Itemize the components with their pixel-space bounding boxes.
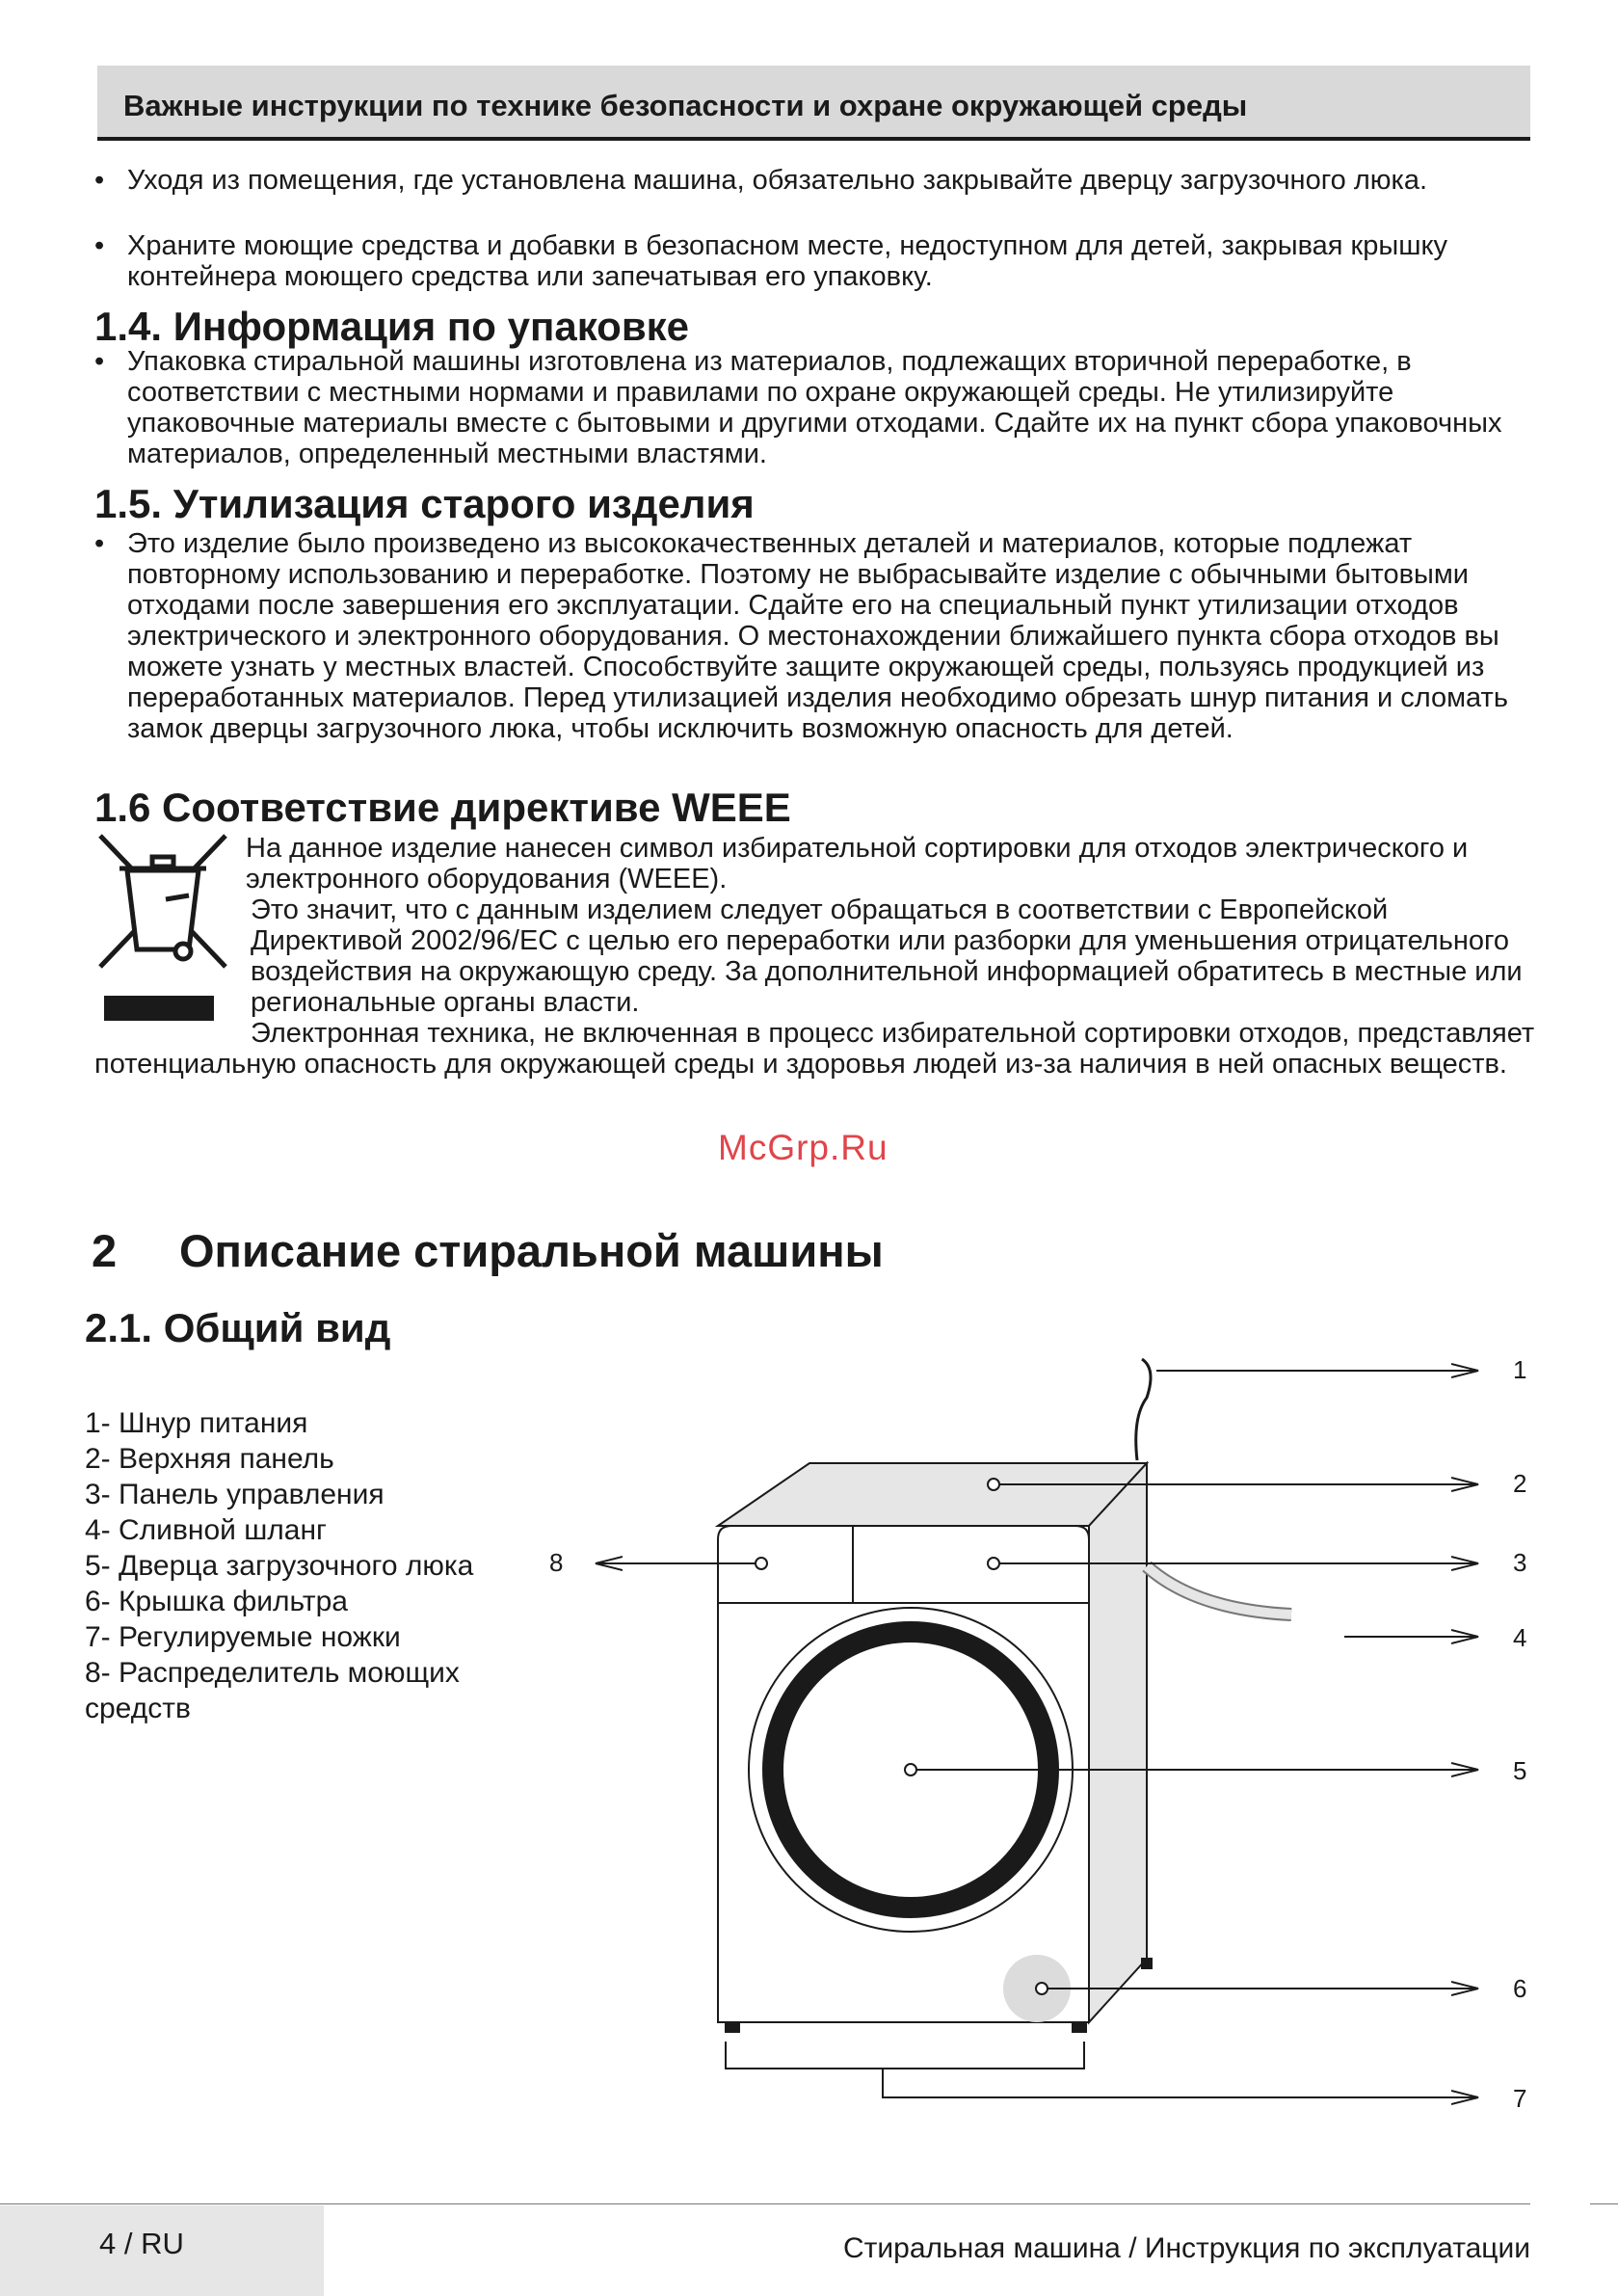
legend-item: 7- Регулируемые ножки [85,1621,401,1653]
legend-item: 6- Крышка фильтра [85,1586,348,1617]
legend-item: 2- Верхняя панель [85,1443,334,1475]
section-number: 2 [92,1225,118,1276]
list-item [94,346,1521,469]
callout-7: 7 [1513,2084,1527,2113]
section-title-1-5: 1.5. Утилизация старого изделия [94,481,755,526]
weee-icon [94,832,231,1025]
footer-divider [0,2203,1530,2204]
section-title-1-6: 1.6 Соответствие директиве WEEE [94,785,791,830]
callout-8: 8 [549,1548,564,1577]
weee-paragraph-1: На данное изделие нанесен символ избирательной сортировки для отходов электрического и электронного оборудования (WEEE). [246,833,1469,894]
footer-document-title: Стиральная машина / Инструкция по эксплуатации [842,2232,1530,2264]
callout-6: 6 [1513,1974,1527,2003]
list-item [94,165,1521,196]
weee-paragraph-2: Это значит, что с данным изделием следует обращаться в соответствии с Европейской Директивой 2002/96/EC с целью его переработки или разборки для уменьшения отрицательного воздействия на окружающую среду. За дополнительной информацией обратитесь в местные или региональные органы власти. [251,894,1523,1018]
callout-3: 3 [1513,1548,1527,1577]
bullet-text: • Упаковка стиральной машины изготовлена из материалов, подлежащих вторичной переработке, в соответствии с местными нормами и правилами по охране окружающей среды. Не утилизируйте упаковочные материалы вместе с бытовыми и другими отходами. Сдайте их на пункт сбора упаковочных материалов, определенный местными властями. [127,346,1502,469]
legend-item: 3- Панель управления [85,1479,385,1510]
header-title: Важные инструкции по технике безопасности и охране окружающей среды [123,89,1248,122]
washing-machine-diagram [520,1335,1580,2116]
header-bar [97,66,1530,141]
list-item [94,528,1542,744]
legend-item: 1- Шнур питания [85,1407,308,1439]
parts-legend [85,1405,473,1726]
watermark: McGrp.Ru [718,1128,889,1167]
section-title-1-4: 1.4. Информация по упаковке [94,304,690,349]
weee-paragraph-3: Электронная техника, не включенная в процесс избирательной сортировки отходов, представляет потенциальную опасность для окружающей среды и здоровья людей из-за наличия в ней опасных веществ. [94,1018,1535,1080]
footer-divider [1590,2203,1618,2204]
list-item [94,230,1521,292]
callout-5: 5 [1513,1756,1527,1785]
bullet-text: • Это изделие было произведено из высококачественных деталей и материалов, которые подлежат повторному использованию и переработке. Поэтому не выбрасывайте изделие с обычными бытовыми отходами после завершения его эксплуатации. Сдайте его на специальный пункт утилизации отходов электрического и электронного оборудования. О местонахождении ближайшего пункта сбора отходов вы можете узнать у местных властей. Способствуйте защите окружающей среды, пользуясь продукцией из переработанных материалов. Перед утилизацией изделия необходимо обрезать шнур питания и сломать замок дверцы загрузочного люка, чтобы исключить возможную опасность для детей. [127,528,1508,744]
subsection-title-2-1: 2.1. Общий вид [85,1305,391,1350]
legend-item: 8- Распределитель моющих [85,1657,460,1689]
legend-item: 5- Дверца загрузочного люка [85,1550,474,1582]
callout-1: 1 [1513,1355,1527,1384]
page-number: 4 / RU [99,2227,184,2260]
callout-2: 2 [1513,1469,1527,1498]
legend-item: средств [85,1693,191,1724]
callout-4: 4 [1513,1623,1527,1652]
bullet-text: • Храните моющие средства и добавки в безопасном месте, недоступном для детей, закрывая крышку контейнера моющего средства или запечатывая его упаковку. [127,230,1447,292]
legend-item: 4- Сливной шланг [85,1514,327,1546]
section-title-2: Описание стиральной машины [179,1225,884,1276]
bullet-text: • Уходя из помещения, где установлена машина, обязательно закрывайте дверцу загрузочного люка. [127,165,1428,196]
